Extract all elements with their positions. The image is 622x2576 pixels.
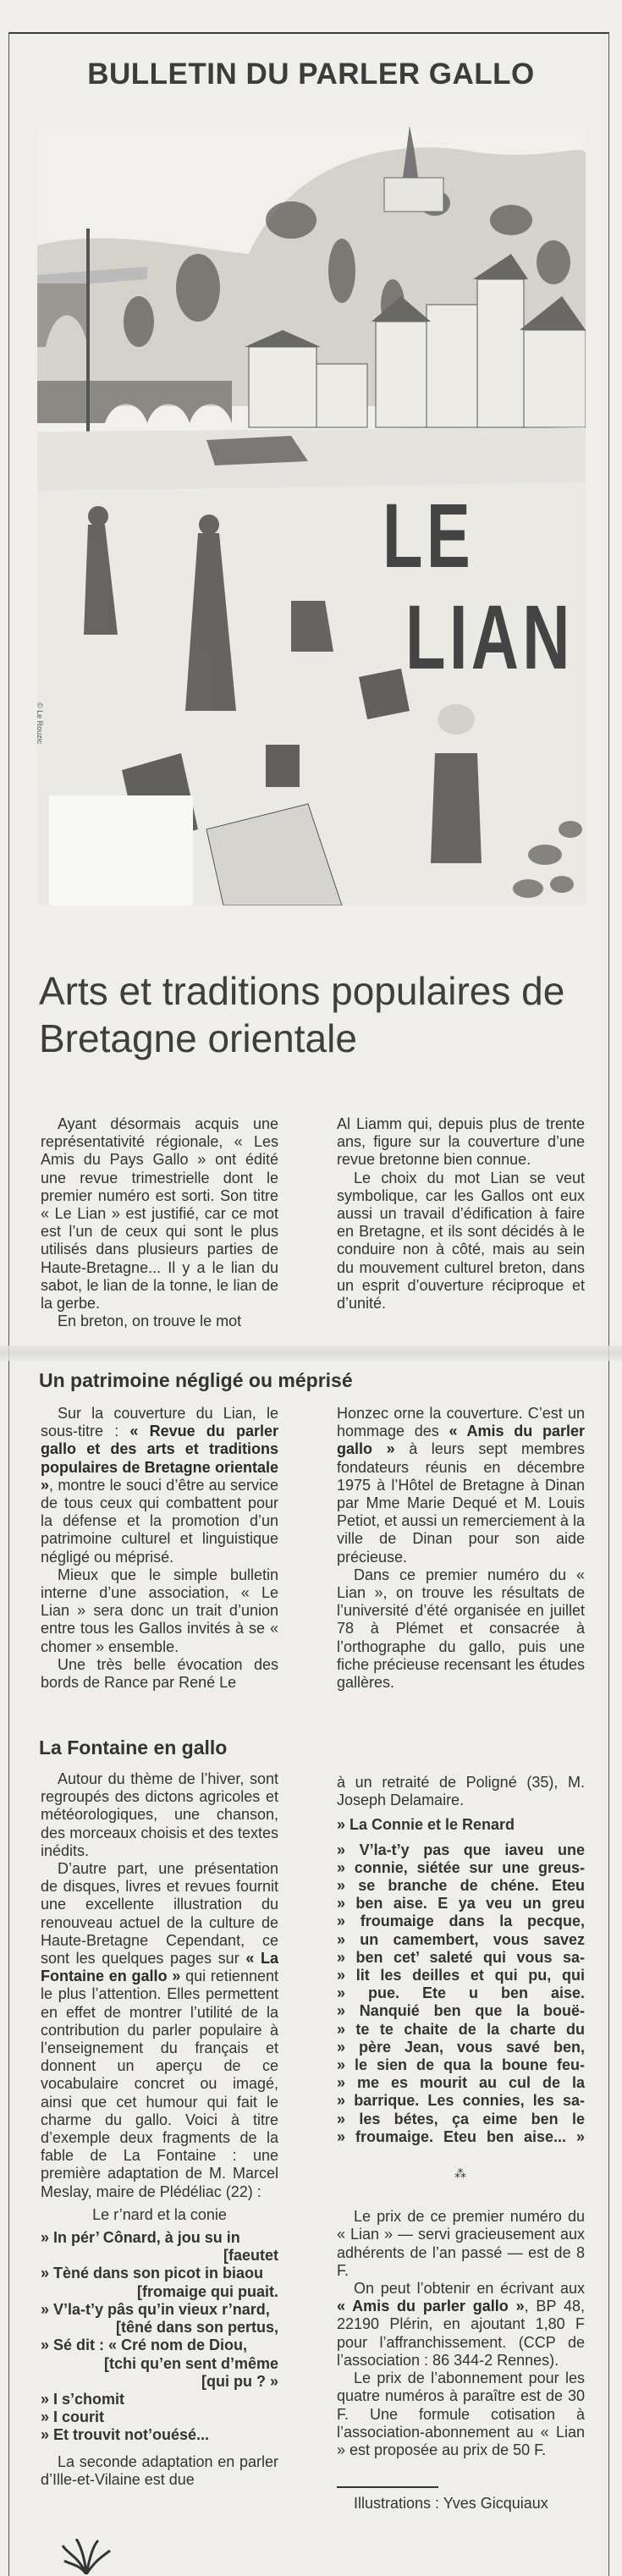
poem-line: » Sé dit : « Cré nom de Diou, <box>41 2337 248 2354</box>
poem-le-rnard <box>41 2206 278 2445</box>
masthead: BULLETIN DU PARLER GALLO <box>87 58 535 91</box>
paragraph: Al Liamm qui, depuis plus de trente ans, figure sur la couverture d’une revue bretonne bien connue. <box>337 1115 585 1169</box>
poem-lines <box>337 1841 585 2146</box>
section1-right-column <box>337 1115 585 1313</box>
poem-lines <box>41 2229 278 2444</box>
section-heading: Un patrimoine négligé ou méprisé <box>39 1369 353 1391</box>
poem-line: » les bétes, ça eime ben le <box>337 2110 585 2127</box>
poem-line: [têné dans son pertus, <box>115 2319 278 2337</box>
poem-line: » V’la-t’y pas que iaveu une <box>337 1841 585 1858</box>
paragraph: En breton, on trouve le mot <box>58 1313 242 1330</box>
paragraph: Le choix du mot Lian se veut symbolique, car les Gallos ont eux aussi un travail d’édification à faire en Bretagne, et ils sont décidés à le conduire non à côté, mais au sein du mouvement culturel breton, dans un esprit d’ouverture réciproque et d’unité. <box>337 1169 585 1313</box>
poem-title: Le r’nard et la conie <box>92 2205 227 2223</box>
paragraph: à un retraité de Poligné (35), M. Joseph Delamaire. <box>337 1774 585 1809</box>
section1-left-column <box>41 1115 278 1330</box>
poem-line: » Tèné dans son picot in biaou <box>41 2265 264 2282</box>
paragraph: Une très belle évocation des bords de Rance par René Le <box>41 1655 278 1692</box>
poem-line: » ben aise. E ya veu un greu <box>337 1895 585 1913</box>
poem-line: » I s’chomit <box>41 2390 125 2408</box>
poem-line: » V’la-t’y pâs qu’in vieux r’nard, <box>41 2300 270 2318</box>
section-separator: ⁂ <box>454 2166 467 2181</box>
leaf-ornament-icon <box>61 2539 112 2574</box>
poem-line: [fromaige qui puait. <box>136 2282 278 2300</box>
poem-line: [faeutet <box>223 2247 278 2265</box>
poem-title: » La Connie et le Renard <box>337 1816 515 1834</box>
poem-line: [qui pu ? » <box>201 2372 278 2390</box>
poem-line: » Nanquié ben que la bouë- <box>337 2002 585 2020</box>
poem-line: » te te chaite de la charte du <box>337 2020 585 2038</box>
paragraph: Autour du thème de l’hiver, sont regroupés des dictons agricoles et météorologiques, une chanson, des morceaux choisis et des textes inédits. <box>41 1770 278 1859</box>
poem-line: » connie, siétée sur une greus- <box>337 1858 585 1876</box>
paragraph: Le prix de ce premier numéro du « Lian » — servi gracieusement aux adhérents de l’an passé — est de 8 F. <box>337 2208 585 2279</box>
paragraph: Dans ce premier numéro du « Lian », on trouve les résultats de l’université d’été organisée en juillet 78 à Plémet et consacrée à l’orthographe du gallo, puis une fiche précieuse recensant les études gallères. <box>337 1566 585 1692</box>
section2-right-column <box>337 1405 585 1692</box>
boat <box>206 436 308 465</box>
castle-wall <box>384 178 443 212</box>
divider-rule <box>337 2486 438 2488</box>
paragraph: Ayant désormais acquis une représentativité régionale, « Les Amis du Pays Gallo » ont édité une revue trimestrielle dont le premier numéro est sorti. Son titre « Le Lian » est justifié, car ce mot est l’un de ceux qui sont le plus utilisés dans plusieurs parties de Haute-Bretagne... Il y a le lian du sabot, le lian de la tonne, le lian de la gerbe. <box>41 1115 278 1313</box>
address-label-box <box>49 795 193 905</box>
section2-left-column <box>41 1405 278 1692</box>
illustration-credit: Illustrations : Yves Gicquiaux <box>354 2495 548 2513</box>
poem-line: » froumaige. Eteu ben aise... » <box>337 2127 585 2145</box>
section3-left-column <box>41 1770 278 2489</box>
poem-line: » froumaige dans la pecque, <box>337 1913 585 1930</box>
paragraph: Le prix de l’abonnement pour les quatre numéros à paraître est de 30 F. Une formule cotisation à l’association-abonnement au « Lian » est proposée au prix de 50 F. <box>337 2370 585 2458</box>
poem-line: » In pér’ Cônard, à jou su in <box>41 2229 240 2247</box>
section3-right-column <box>337 1770 585 2513</box>
poem-la-connie <box>337 1816 585 2146</box>
poem-line: [tchi qu’en sent d’même <box>103 2354 278 2372</box>
cover-title-lian: LIAN <box>405 586 574 688</box>
cover-drawing <box>37 127 586 905</box>
article-headline: Arts et traditions populaires de Bretagne orientale <box>39 968 565 1060</box>
poem-line: » me es mourit au cul de la <box>337 2074 585 2092</box>
paragraph: La seconde adaptation en parler d’Ille-et-Vilaine est due <box>41 2452 278 2488</box>
paragraph: On peut l’obtenir en écrivant aux « Amis du parler gallo », BP 48, 22190 Plérin, en ajoutant 1,80 F pour l’affranchissement. (CCP de l’association : 86 344-2 Rennes). <box>337 2280 585 2369</box>
paragraph: Mieux que le simple bulletin interne d’une association, « Le Lian » sera donc un trait d’union entre tous les Gallos invités à se « chomer » ensemble. <box>41 1566 278 1655</box>
poem-line: » se branche de chéne. Eteu <box>337 1877 585 1895</box>
poem-line: » le sien de qua la boune feu- <box>337 2056 585 2074</box>
poem-line: » lit les deilles et qui pu, qui <box>337 1967 585 1984</box>
cover-illustration <box>37 127 586 905</box>
paper-fold <box>0 1346 622 1361</box>
artist-signature: © Le Rouzic <box>36 702 44 745</box>
cover-title-le: LE <box>383 484 475 586</box>
paragraph: D’autre part, une présentation de disques, livres et revues fournit une excellente illustration du renouveau actuel de la culture de Haute-Bretagne Cependant, ce sont les quelques pages sur « La Fontaine en gallo » qui retiennent le plus l’attention. Elles permettent en effet de montrer l’utilité de la contribution du parler populaire à l’enseignement du français et donnent un aperçu de ce vocabulaire concret ou imagé, ainsi que cet humour qui fait le charme du gallo. Voici à titre d’exemple deux fragments de la fable de La Fontaine : une première adaptation de M. Marcel Meslay, maire de Plédéliac (22) : <box>41 1860 278 2200</box>
poem-line: » Et trouvit not’ouésé... <box>41 2426 210 2444</box>
paragraph: Honzec orne la couverture. C’est un hommage des « Amis du parler gallo » à leurs sept membres fondateurs réunis en décembre 1975 à l’Hôtel de Bretagne à Dinan par Mme Marie Dequé et M. Louis Petiot, et aussi un remerciement à la ville de Dinan pour son aide précieuse. <box>337 1405 586 1566</box>
poem-line: » ben cet’ saleté qui vous sa- <box>337 1948 585 1966</box>
old-bridge <box>37 381 232 423</box>
poem-line: » I courit <box>41 2408 105 2426</box>
poem-line: » père Jean, vous savé ben, <box>337 2038 585 2056</box>
poem-line: » un camembert, vous savez <box>337 1930 585 1948</box>
river <box>37 427 586 491</box>
poem-line: » barrique. Les connies, les sa- <box>337 2092 585 2110</box>
paragraph: Sur la couverture du Lian, le sous-titre : « Revue du parler gallo et des arts et traditions populaires de Bretagne orientale », montre le souci d’être au service de tous ceux qui combattent pour la défense et la promotion d’un patrimoine culturel et linguistique négligé ou méprisé. <box>41 1405 278 1566</box>
section-heading: La Fontaine en gallo <box>39 1737 228 1759</box>
poem-line: » pue. Ete u ben aise. <box>337 1984 585 2002</box>
